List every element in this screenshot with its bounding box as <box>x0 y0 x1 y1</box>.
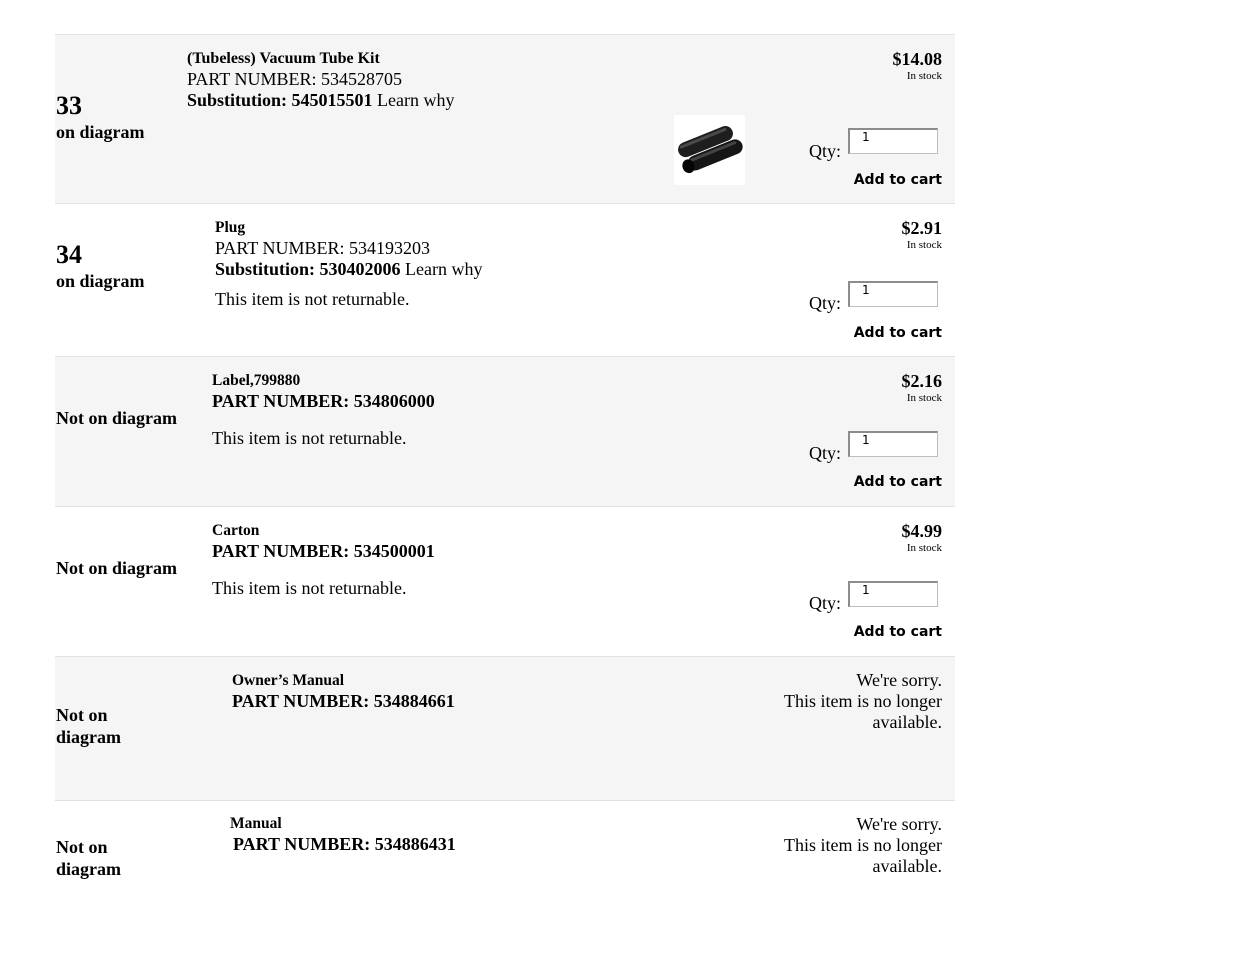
substitution <box>187 90 455 111</box>
learn-why-link[interactable]: Learn why <box>405 259 483 279</box>
part-number: PART NUMBER: 534528705 <box>187 69 402 89</box>
part-number: PART NUMBER: 534886431 <box>233 834 456 854</box>
diagram-number: 34 <box>56 240 82 269</box>
qty-input[interactable]: 1 <box>848 128 938 154</box>
qty-label: Qty: <box>809 141 842 161</box>
diagram-label: Not on diagram <box>56 408 177 428</box>
stock-status: In stock <box>906 392 942 404</box>
price: $2.91 <box>901 218 942 238</box>
part-row <box>55 356 955 506</box>
part-name[interactable]: Label,799880 <box>212 372 301 389</box>
returnable-note: This item is not returnable. <box>215 289 410 309</box>
diagram-label-line1: Not on <box>56 837 108 857</box>
stock-status: In stock <box>906 239 942 251</box>
parts-list <box>55 34 955 941</box>
diagram-reference <box>56 836 121 880</box>
diagram-label-line2: diagram <box>56 727 121 747</box>
vacuum-tube-image <box>674 115 745 185</box>
unavailable-message <box>742 814 942 877</box>
learn-why-link[interactable]: Learn why <box>377 90 455 110</box>
diagram-reference <box>56 704 121 748</box>
unavailable-line3: available. <box>872 856 942 876</box>
add-to-cart-button[interactable]: Add to cart <box>853 624 942 640</box>
diagram-label-line1: Not on <box>56 705 108 725</box>
part-name[interactable]: Plug <box>215 219 246 236</box>
part-row <box>55 800 955 941</box>
diagram-label: on diagram <box>56 122 145 142</box>
part-info <box>232 671 455 712</box>
unavailable-message <box>742 670 942 733</box>
diagram-label-line2: diagram <box>56 859 121 879</box>
part-info <box>230 814 456 855</box>
qty-label: Qty: <box>809 293 842 313</box>
diagram-number: 33 <box>56 91 82 120</box>
qty-label: Qty: <box>809 443 842 463</box>
part-number: PART NUMBER: 534193203 <box>215 238 430 258</box>
part-name[interactable]: Carton <box>212 522 260 539</box>
unavailable-line3: available. <box>872 712 942 732</box>
qty-input[interactable]: 1 <box>848 431 938 457</box>
part-info <box>212 521 435 599</box>
part-row <box>55 34 955 203</box>
substitution-label: Substitution: 530402006 <box>215 259 401 279</box>
part-row <box>55 656 955 800</box>
diagram-reference <box>56 240 145 292</box>
part-image[interactable] <box>674 115 745 185</box>
part-row <box>55 506 955 656</box>
part-name[interactable]: (Tubeless) Vacuum Tube Kit <box>187 50 380 67</box>
part-info <box>187 49 455 111</box>
price: $14.08 <box>892 49 942 69</box>
substitution <box>215 259 483 280</box>
add-to-cart-button[interactable]: Add to cart <box>853 325 942 341</box>
add-to-cart-button[interactable]: Add to cart <box>853 474 942 490</box>
add-to-cart-button[interactable]: Add to cart <box>853 172 942 188</box>
qty-label: Qty: <box>809 593 842 613</box>
unavailable-line1: We're sorry. <box>856 670 942 690</box>
part-number: PART NUMBER: 534500001 <box>212 541 435 561</box>
part-info <box>212 371 435 449</box>
part-info <box>215 218 483 310</box>
price: $4.99 <box>901 521 942 541</box>
unavailable-line2: This item is no longer <box>784 691 942 711</box>
part-row <box>55 203 955 356</box>
returnable-note: This item is not returnable. <box>212 578 407 598</box>
substitution-label: Substitution: 545015501 <box>187 90 373 110</box>
stock-status: In stock <box>906 542 942 554</box>
price: $2.16 <box>901 371 942 391</box>
part-number: PART NUMBER: 534806000 <box>212 391 435 411</box>
stock-status: In stock <box>906 70 942 82</box>
diagram-label: Not on diagram <box>56 558 177 578</box>
qty-input[interactable]: 1 <box>848 581 938 607</box>
qty-input[interactable]: 1 <box>848 281 938 307</box>
part-number: PART NUMBER: 534884661 <box>232 691 455 711</box>
unavailable-line2: This item is no longer <box>784 835 942 855</box>
diagram-label: on diagram <box>56 271 145 291</box>
unavailable-line1: We're sorry. <box>856 814 942 834</box>
part-name[interactable]: Manual <box>230 815 282 832</box>
returnable-note: This item is not returnable. <box>212 428 407 448</box>
part-name[interactable]: Owner’s Manual <box>232 672 345 689</box>
diagram-reference <box>56 91 145 143</box>
